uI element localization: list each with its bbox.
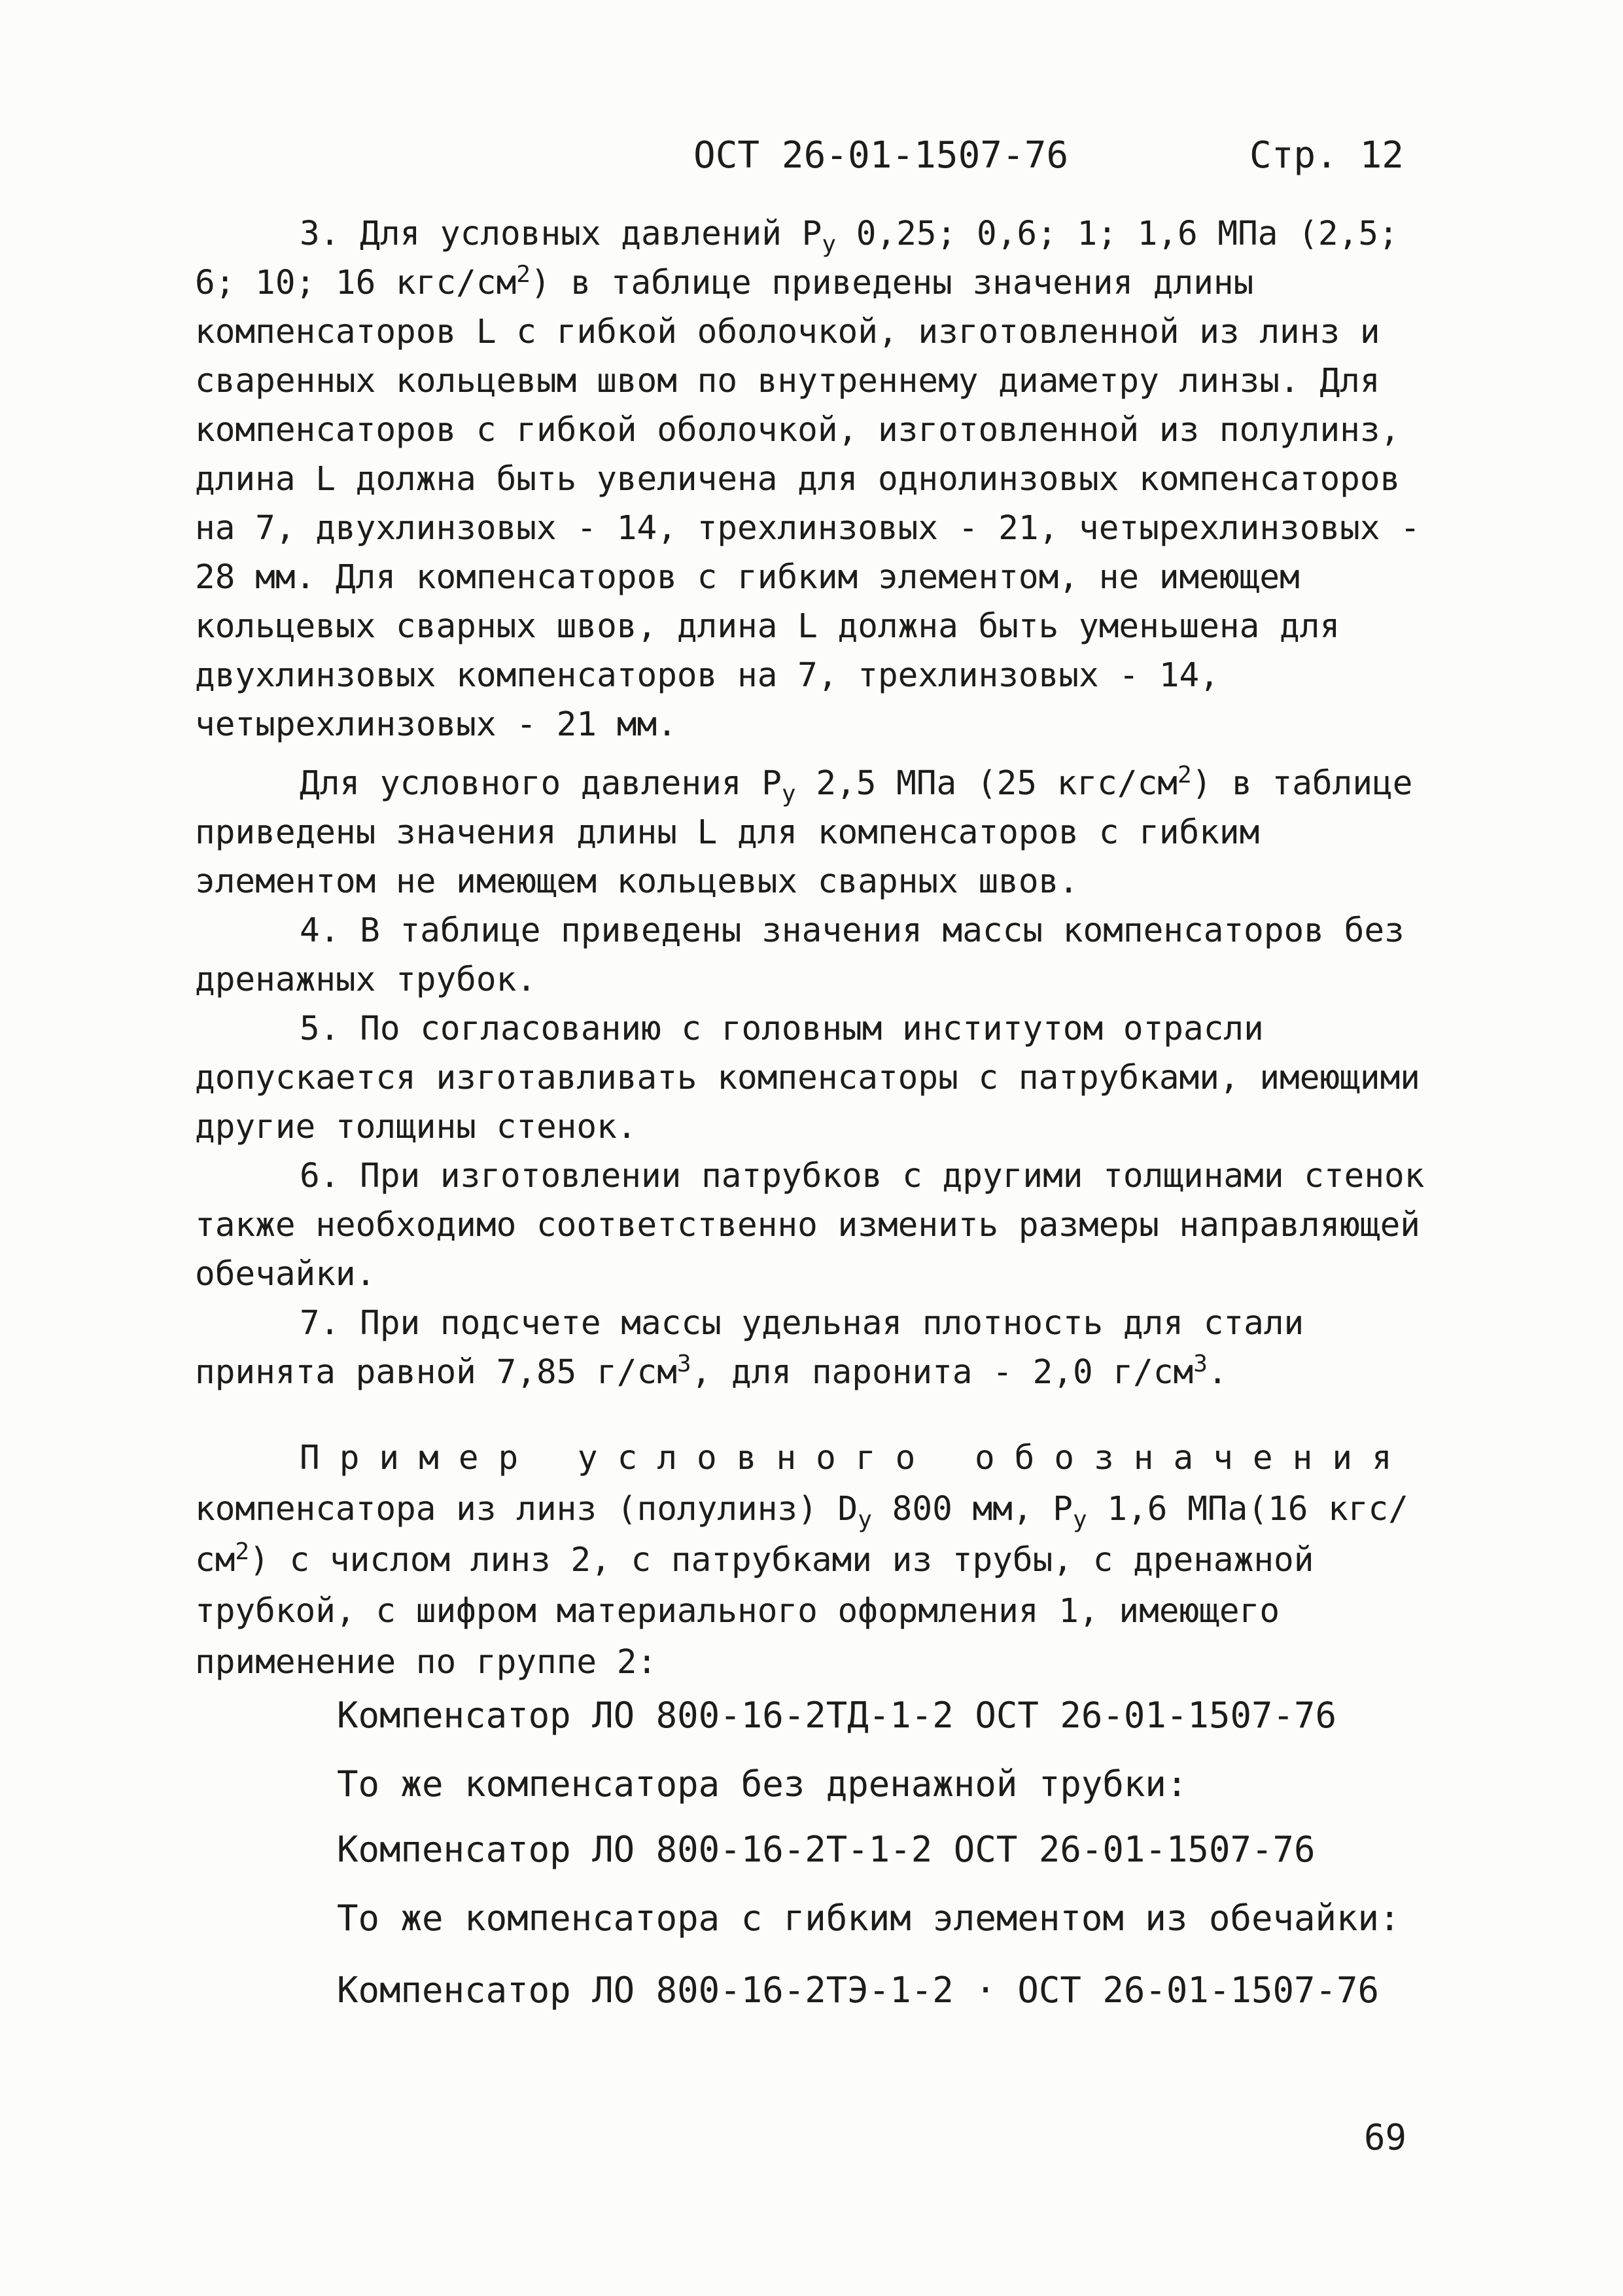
- example-sup-1: 2: [235, 1538, 250, 1565]
- example-text-1: компенсатора из линз (полулинз) D: [195, 1490, 858, 1528]
- example-heading: Пример условного обозначения: [300, 1439, 1412, 1477]
- designation-3: Компенсатор ЛО 800-16-2ТЭ-1-2 · ОСТ 26-01-1507-76: [337, 1969, 1380, 2011]
- designation-caption-2: То же компенсатора без дренажной трубки:: [337, 1763, 1188, 1805]
- note-5: 5. По согласованию с головным институтом отрасли допускается изготавливать компенсаторы с патрубками, имеющими другие толщины стенок.: [195, 1010, 1420, 1146]
- designation-1: Компенсатор ЛО 800-16-2ТД-1-2 ОСТ 26-01-1507-76: [337, 1695, 1337, 1736]
- example-paragraph: [195, 1433, 1464, 1688]
- example-sub-2: y: [1073, 1506, 1087, 1534]
- note-7-text-1: 7. При подсчете массы удельная плотность для стали принята равной 7,85 г/см: [195, 1304, 1304, 1392]
- note-3-text-2: 0,25; 0,6; 1; 1,6 МПа (2,5; 6; 10; 16 кгс/см: [195, 215, 1399, 302]
- note-6: 6. При изготовлении патрубков с другими толщинами стенок также необходимо соответственно изменить размеры направляющей обечайки.: [195, 1157, 1425, 1294]
- note-3b-sup: 2: [1178, 762, 1192, 788]
- note-3-sub: y: [822, 231, 837, 258]
- note-7-sup-1: 3: [676, 1351, 691, 1377]
- example-text-3: 1,6 МПа(16 кгс/см: [195, 1490, 1408, 1580]
- note-7-sup-2: 3: [1193, 1351, 1208, 1377]
- note-3b-text-1: Для условного давления P: [300, 764, 782, 803]
- example-sub-1: y: [858, 1506, 872, 1534]
- note-3-text-3: ) в таблице приведены значения длины компенсаторов L с гибкой оболочкой, изготовленной из линз и сваренных кольцевым швом по внутреннему диаметру линзы. Для компенсаторов с гибкой оболочкой, изготовленной из полулинз, длина L должна быть увеличена для однолинзовых компенсаторов на 7, двухлинзовых - 14, трехлинзовых - 21, четырехлинзовых - 28 мм. Для компенсаторов с гибким элементом, не имеющем кольцевых сварных швов, длина L должна быть уменьшена для двухлинзовых компенсаторов на 7, трехлинзовых - 14, четырехлинзовых - 21 мм.: [195, 264, 1420, 744]
- note-3-sup: 2: [516, 261, 531, 288]
- example-text-2: 800 мм, P: [871, 1490, 1073, 1528]
- note-3-pressure-2-5: [195, 759, 1457, 906]
- note-3: [195, 209, 1457, 749]
- standard-number: ОСТ 26-01-1507-76: [693, 134, 1069, 177]
- note-4: 4. В таблице приведены значения массы компенсаторов без дренажных трубок.: [195, 911, 1405, 999]
- note-3b-text-2: 2,5 МПа (25 кгс/см: [795, 764, 1178, 803]
- note-7-text-2: , для паронита - 2,0 г/см: [691, 1353, 1194, 1392]
- note-7: [195, 1299, 1457, 1397]
- note-3-text-1: 3. Для условных давлений P: [300, 215, 822, 253]
- note-3b-sub: y: [781, 781, 796, 808]
- designation-2: Компенсатор ЛО 800-16-2Т-1-2 ОСТ 26-01-1507-76: [337, 1829, 1316, 1870]
- page-label: Стр. 12: [1249, 134, 1405, 177]
- note-3b-text-3: ) в таблице приведены значения длины L для компенсаторов с гибким элементом не имеющем кольцевых сварных швов.: [195, 764, 1413, 901]
- page-number: 69: [1364, 2117, 1407, 2158]
- note-7-text-3: .: [1207, 1353, 1228, 1392]
- designation-caption-3: То же компенсатора с гибким элементом из обечайки:: [337, 1898, 1401, 1939]
- example-text-4: ) с числом линз 2, с патрубками из трубы, с дренажной трубкой, с шифром материального оформления 1, имеющего применение по группе 2:: [195, 1541, 1314, 1682]
